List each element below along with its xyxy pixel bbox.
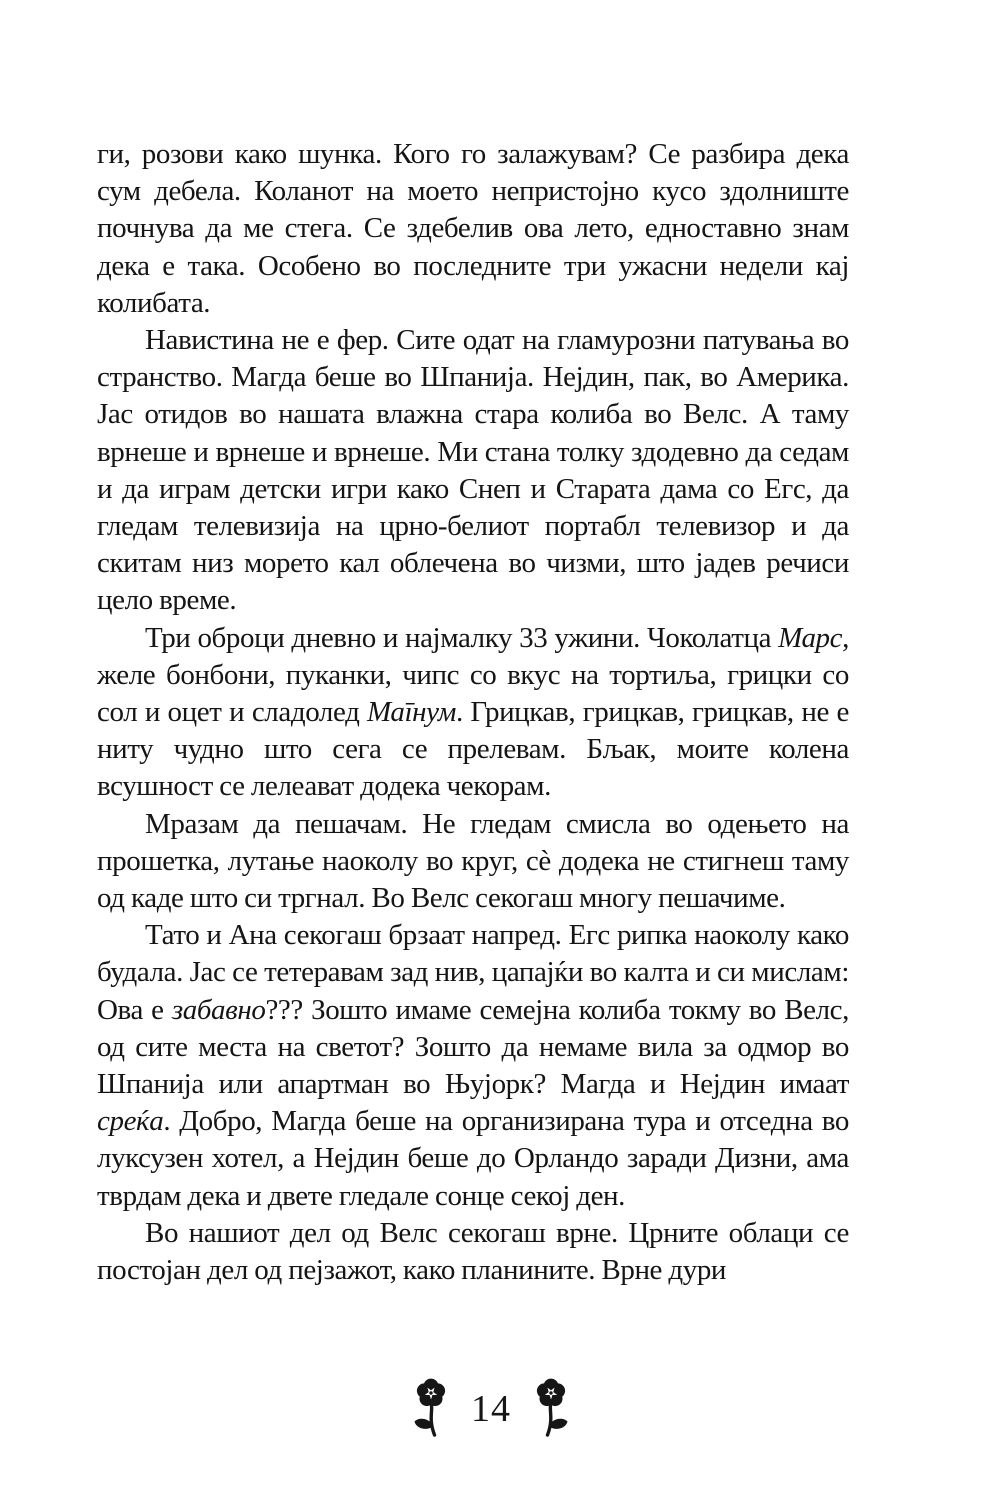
text-run-italic: Марс xyxy=(778,621,843,654)
paragraph xyxy=(97,136,849,322)
paragraph xyxy=(97,620,849,806)
text-run: , желе бонбони, пуканки, чипс со вкус на тортиља, грицки со сол и оцет и сладолед xyxy=(97,621,849,729)
text-run-italic: Магнум xyxy=(367,696,456,729)
paragraph xyxy=(97,917,849,1215)
page-number: 14 xyxy=(471,1388,511,1430)
text-run: Навистина не е фер. Сите одат на гламурозни патувања во странство. Магда беше во Шпанија. Нејдин, пак, во Америка. Јас отидов во нашата влажна стара колиба во Велс. А таму врнеше и врнеше и врнеше. Ми стана толку здодевно да седам и да играм детски игри како Снеп и Старата дама со Егс, да гледам телевизија на црно-белиот портабл телевизор и да скитам низ морето кал облечена во чизми, што јадев речиси цело време. xyxy=(97,324,849,617)
flower-icon xyxy=(411,1378,449,1440)
flower-icon xyxy=(533,1378,571,1440)
paragraph xyxy=(97,806,849,918)
text-run: ??? Зошто имаме семејна колиба токму во Велс, од сите места на светот? Зошто да немаме вила за одмор во Шпанија или апартман во Њујорк? Магда и Нејдин имаат xyxy=(97,993,849,1101)
text-run-italic: среќа xyxy=(97,1105,164,1138)
page-footer xyxy=(0,1378,982,1440)
text-run: Три оброци дневно и најмалку 33 ужини. Чоколатца xyxy=(145,621,779,654)
text-run: Тато и Ана секогаш брзаат напред. Егс рипка наоколу како будала. Јас се тетеравам зад нив, цапајќи во калта и си мислам: Ова е xyxy=(97,919,849,1026)
text-run: . Грицкав, грицкав, грицкав, не е ниту чудно што сега се прелевам. Бљак, моите колена всушност се лелеават додека чекорам. xyxy=(97,696,849,803)
text-run: . Добро, Магда беше на организирана тура и отседна во луксузен хотел, а Нејдин беше до Орландо заради Дизни, ама тврдам дека и двете гледале сонце секој ден. xyxy=(97,1105,849,1212)
text-run: Мразам да пешачам. Не гледам смисла во одењето на прошетка, лутање наоколу во круг, сѐ додека не стигнеш таму од каде што си тргнал. Во Велс секогаш многу пешачиме. xyxy=(97,807,849,915)
paragraph xyxy=(97,322,849,620)
text-run: ги, розови како шунка. Кого го залажувам? Се разбира дека сум дебела. Коланот на моето непристојно кусо здолниште почнува да ме стега. Се здебелив ова лето, едноставно знам дека е така. Особено во последните три ужасни недели кај колибата. xyxy=(97,138,849,319)
text-run-italic: забавно xyxy=(171,993,266,1026)
body-text xyxy=(97,136,849,1289)
paragraph xyxy=(97,1215,849,1289)
text-run: Во нашиот дел од Велс секогаш врне. Црните облаци се постојан дел од пејзажот, како планините. Врне дури xyxy=(97,1216,849,1287)
